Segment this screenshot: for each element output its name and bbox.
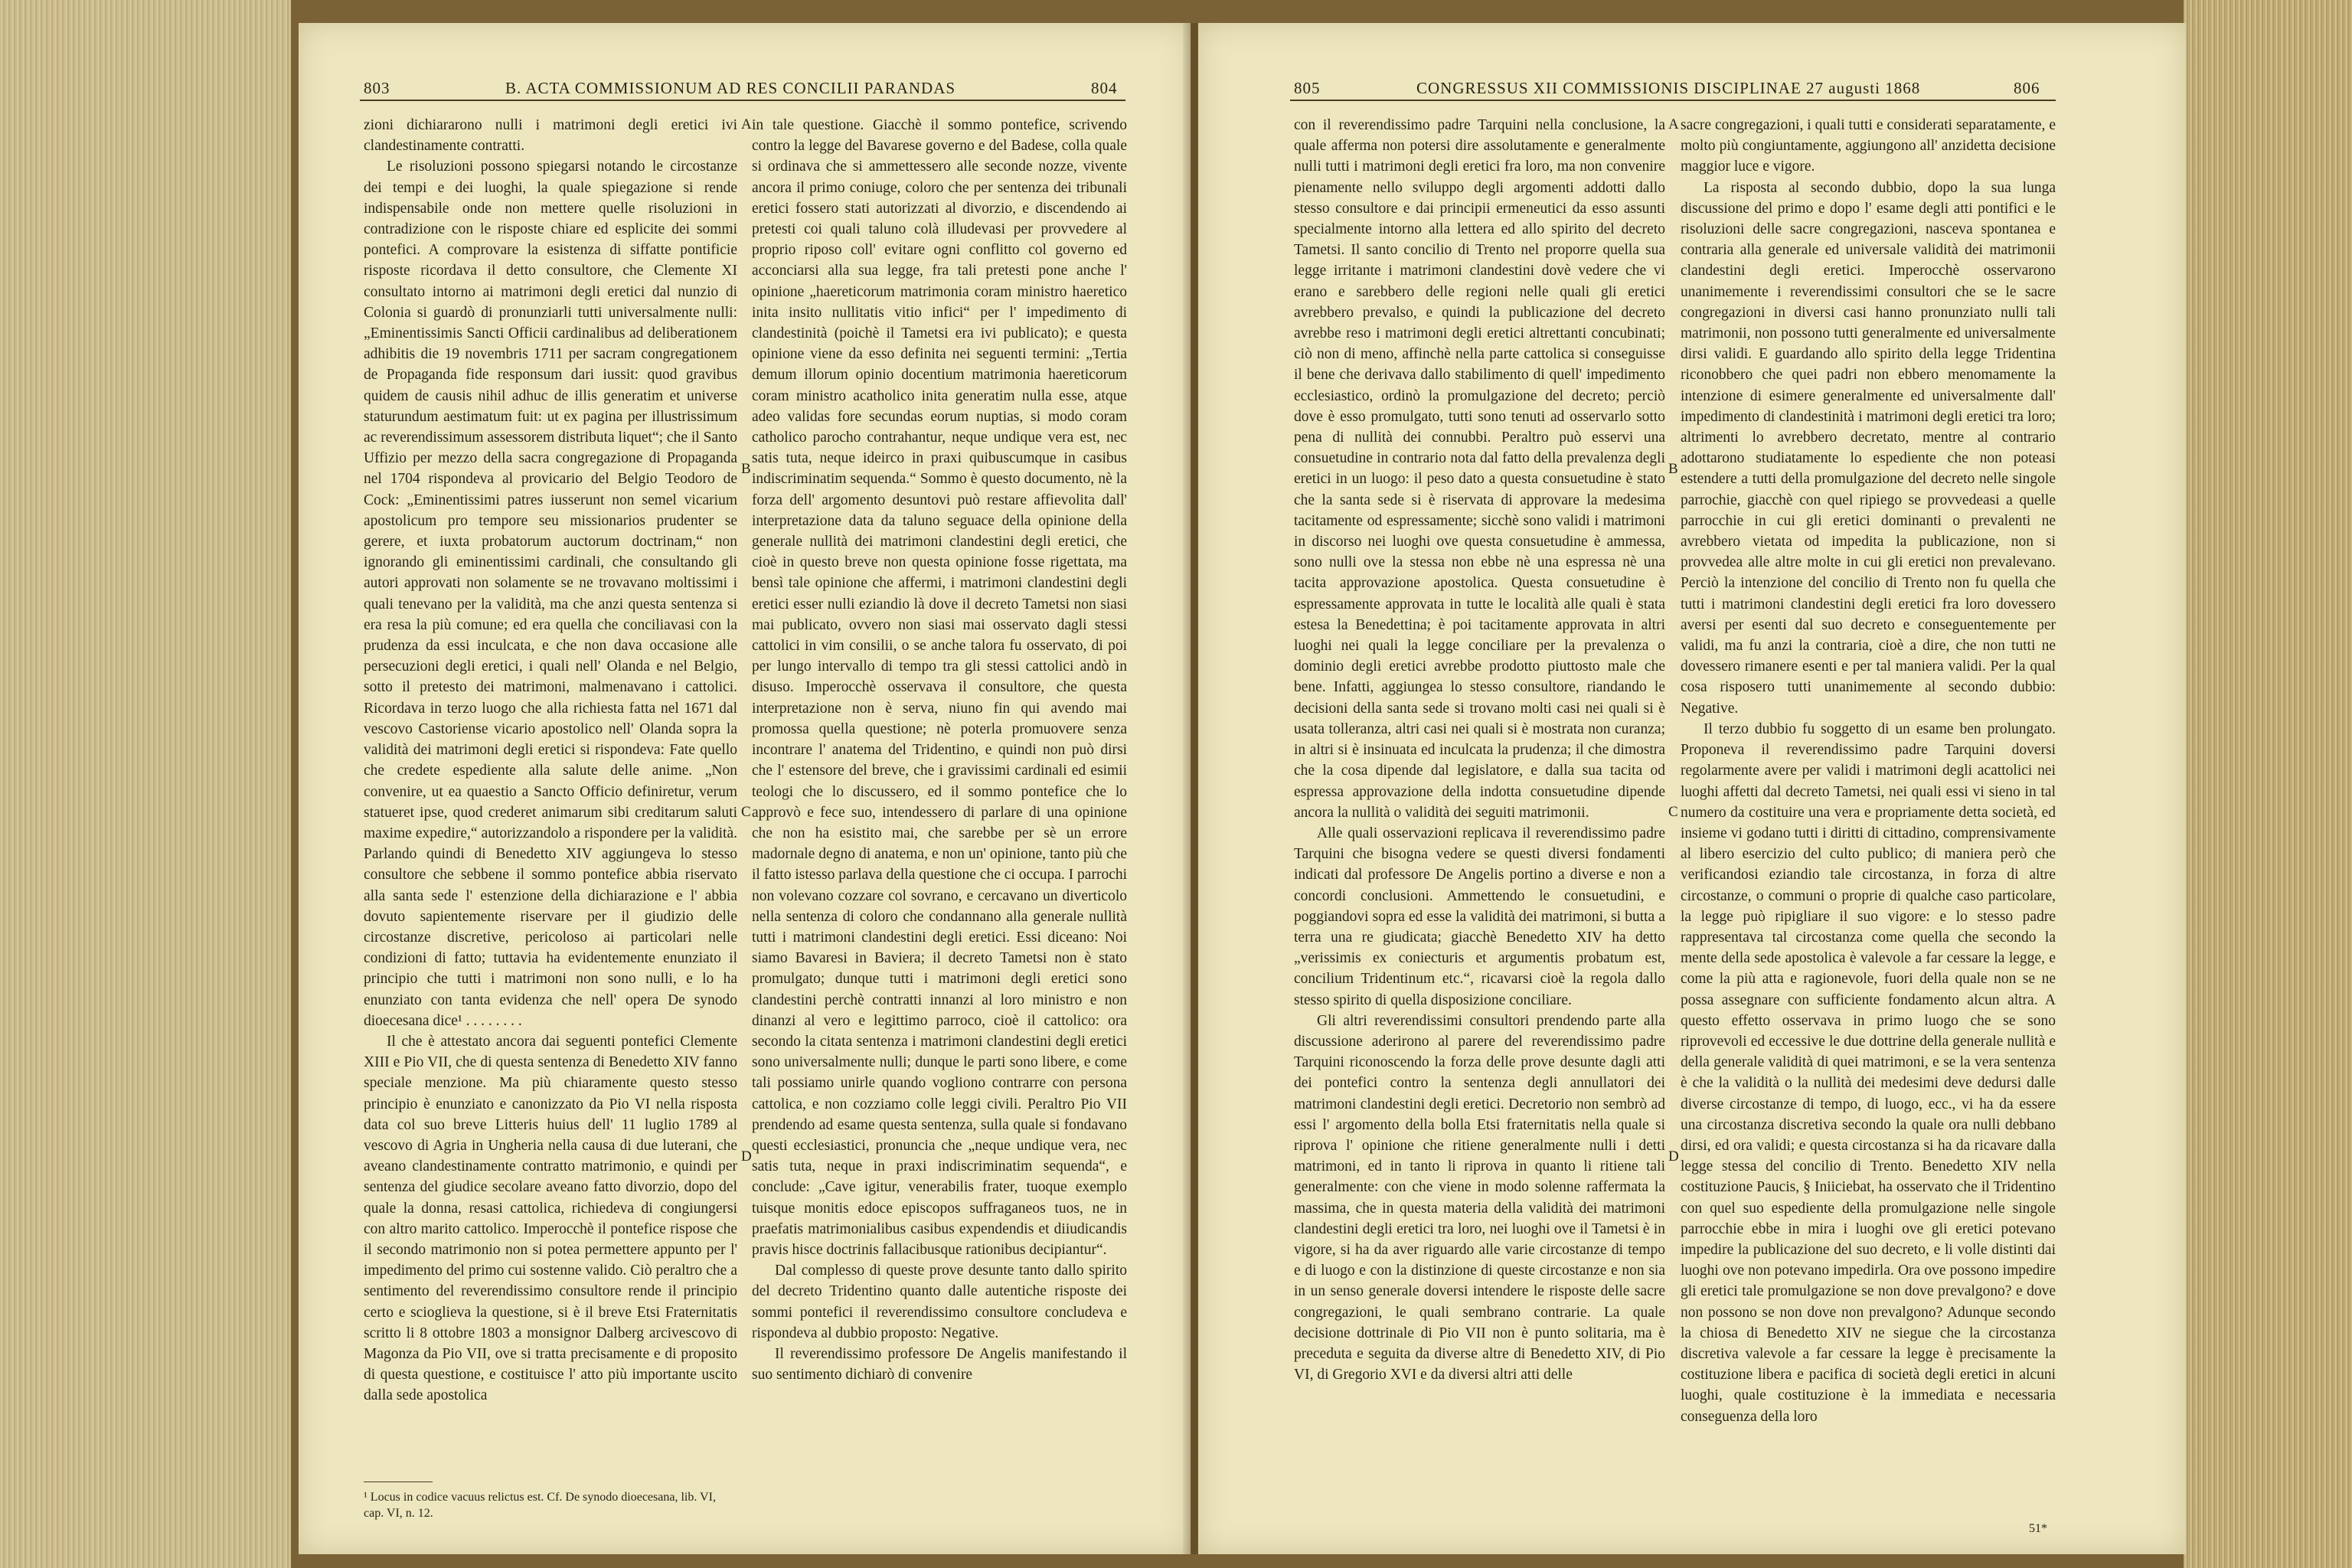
page-number: 805 bbox=[1294, 79, 1321, 97]
page-number: 804 bbox=[1091, 79, 1118, 97]
paragraph: con il reverendissimo padre Tarquini nella conclusione, la quale afferma non potersi dire assolutamente e generalmente nulli tutti i matrimoni degli eretici fra loro, ma non convenire pienamente nello sviluppo degli argomenti addotti dallo stesso consultore e dai principii ermeneutici da esso assunti specialmente intorno alla lettera ed allo spirito del decreto Tametsi. Il santo concilio di Trento nel proporre quella sua legge irritante i matrimoni clandestini dovè vedere che vi erano e sarebbero delle regioni nelle quali gli eretici avrebbero prevalso, e quindi la publicazione del decreto avrebbe reso i matrimoni degli eretici altrettanti concubinati; ciò non di meno, affinchè nella parte cattolica si conseguisse il bene che derivava dallo stabilimento di quell' impedimento ecclesiastico, ordinò la promulgazione del decreto; perciò dove è esso promulgato, tutti sono tenuti ad osservarlo sotto pena di nullità dei connubbi. Peraltro può esservi una consuetudine in contrario nota dal fatto della prevalenza degli eretici in un luogo: il peso dato a questa consuetudine è stato che la santa sede si è riservata di approvare la medesima tacitamente od espressamente; sicchè sono validi i matrimoni in discorso nei luoghi ove questa consuetudine è ammessa, sono nulli ove la stessa non ebbe nè una espressa nè una tacita approvazione apostolica. Questa consuetudine è espressamente approvata in tutte le località alle quali è stata estesa la Benedettina; è poi tacitamente approvata in altri luoghi nei quali la legge conciliare per la prevalenza o dominio degli eretici avrebbe prodotto piuttosto male che bene. Infatti, aggiungea lo stesso consultore, riandando le decisioni della santa sede si trovano molti casi nei quali si è usata tolleranza, altri casi nei quali si è mostrata non curanza; in altri si è insinuata ed inculcata la prudenza; il che dimostra che la cosa dipende dal legislatore, e dalla sua tacita od espressa approvazione della indotta consuetudine dipende ancora la nullità o validità dei seguiti matrimonii. bbox=[1294, 117, 1665, 821]
right-page bbox=[1198, 23, 2186, 1554]
footnote: ¹ Locus in codice vacuus relictus est. Cf. De synodo dioecesana, lib. VI, cap. VI, n. 12. bbox=[364, 1491, 716, 1520]
column-2 bbox=[752, 115, 1127, 1385]
margin-letter: C bbox=[741, 804, 751, 820]
margin-letter: D bbox=[741, 1148, 752, 1165]
left-page bbox=[299, 23, 1191, 1554]
running-head: B. ACTA COMMISSIONUM AD RES CONCILII PARANDAS bbox=[505, 79, 956, 97]
paragraph: zioni dichiararono nulli i matrimoni degli eretici ivi clandestinamente contratti. bbox=[364, 117, 737, 155]
running-head: CONGRESSUS XII COMMISSIONIS DISCIPLINAE 27 augusti 1868 bbox=[1416, 79, 1921, 97]
column-1 bbox=[364, 115, 737, 1406]
margin-letter: B bbox=[741, 461, 751, 477]
page-number: 806 bbox=[2014, 79, 2040, 97]
page-edges-right bbox=[2184, 0, 2352, 1568]
paragraph: Le risoluzioni possono spiegarsi notando le circostanze dei tempi e dei luoghi, la quale spiegazione si rende indispensabile onde non mettere quelle risoluzioni in contradizione con le risposte chiare ed esplicite dei sommi pontefici. A comprovare la esistenza di siffatte pontificie risposte ricordava il detto consultore, che Clemente XI consultato intorno ai matrimoni degli eretici dal nunzio di Colonia si guardò di pronunziarli tutti universalmente nulli: „Eminentissimis Sancti Officii cardinalibus ad deliberationem adhibitis die 19 novembris 1711 per sacram congregationem de Propaganda fide responsum dari iussit: quod gravibus quidem de causis nihil adhuc de illis generatim et universe staturundum aestimatum fuit: ut ex pagina per illustrissimum ac reverendissimum assessorem distributa liquet“; che il Santo Uffizio per mezzo della sacra congregazione di Propaganda nel 1704 rispondeva al provicario del Belgio Teodoro de Cock: „Eminentissimi patres iusserunt non semel vicarium apostolicum pro tempore seu missionarios prudenter se gerere, et iuxta probatorum auctorum doctrinam,“ non ignorando gli eminentissimi cardinali, che consultando gli autori approvati non solamente se ne trovavano moltissimi i quali tenevano per la validità, ma che anzi questa sentenza si era resa la più comune; ed era quella che conciliavasi con la prudenza da essi inculcata, e che non dava occasione alle persecuzioni degli eretici, i quali nell' Olanda e nel Belgio, sotto il pretesto dei matrimoni, malmenavano i cattolici. Ricordava in terzo luogo che alla richiesta fatta nel 1671 dal vescovo Castoriense vicario apostolico nell' Olanda sopra la validità dei matrimoni degli eretici si rispondeva: Fate quello che credete espediente alla salute delle anime. „Non convenire, ut ea quaestio a Sancto Officio definiretur, verum statueret ipse, quod crederet animarum sibi creditarum saluti maxime expedire,“ autorizzandolo a rispondere per la validità. Parlando quindi di Benedetto XIV aggiungeva lo stesso consultore che sebbene il sommo pontefice abbia riservato alla santa sede l' estenzione della dichiarazione e l' abbia dovuto sapientemente riservare per il giudizio delle circostanze discretive, pericoloso ai particolari nelle condizioni di fatto; tuttavia ha evidentemente enunziato il principio che tutti i matrimoni non sono nulli, e lo ha enunziato con tanta evidenza che nell' opera De synodo dioecesana dice¹ . . . . . . . . bbox=[364, 158, 737, 1029]
paragraph: Gli altri reverendissimi consultori prendendo parte alla discussione aderirono al parere del reverendissimo padre Tarquini riconoscendo la forza delle prove desunte dagli atti dei pontefici contro la sentenza degli annullatori dei matrimoni clandestini degli eretici. Decretorio non sembrò ad essi l' argomento della bolla Etsi fraternitatis nella quale si riprova l' opinione che ritiene generalmente nulli i detti matrimoni, ed in tanto li riprova in quanto li ritiene tali generalmente: con che viene in modo solenne raffermata la massima, che in questa materia della validità dei matrimoni clandestini degli eretici tra loro, nei luoghi ove il Tametsi è in vigore, si ha da aver riguardo alle varie circostanze di tempo e di luogo e con la distinzione di queste circostanze e non sia in un senso generale doversi intendere le risposte delle sacre congregazioni, le quali sembrano contrarie. La quale decisione dottrinale di Pio VII non è punto solitaria, ma è preceduta e seguita da diverse altre di Benedetto XIV, di Pio VI, di Gregorio XVI e da diversi altri atti delle bbox=[1294, 1012, 1665, 1383]
paragraph: Dal complesso di queste prove desunte tanto dallo spirito del decreto Tridentino quanto dalle autentiche risposte dei sommi pontefici il reverendissimo consultore concludeva e rispondeva al dubbio proposto: Negative. bbox=[752, 1263, 1127, 1341]
margin-letter: A bbox=[741, 116, 752, 132]
margin-letter: D bbox=[1668, 1148, 1679, 1165]
page-edges-left bbox=[0, 0, 291, 1568]
signature-mark: 51* bbox=[2029, 1522, 2047, 1535]
paragraph: Il che è attestato ancora dai seguenti pontefici Clemente XIII e Pio VII, che di questa sentenza di Benedetto XIV fanno speciale menzione. Ma più chiaramente questo stesso principio è enunziato e canonizzato da Pio VI nella risposta data col suo breve Litteris huius dell' 11 luglio 1789 al vescovo di Agria in Ungheria nella causa di due luterani, che aveano clandestinamente contratto matrimonio, e quindi per sentenza del giudice secolare aveano fatto divorzio, dopo del quale la donna, resasi cattolica, richiedeva di congiungersi con altro marito cattolico. Imperocchè il pontefice rispose che il secondo matrimonio non si potea permettere appunto per l' impedimento del primo cui sostenne valido. Ciò peraltro che a sentimento del reverendissimo consultore rende il principio certo e scioglieva la questione, si è il breve Etsi Fraternitatis scritto li 8 ottobre 1803 a monsignor Dalberg arcivescovo di Magonza da Pio VII, ove si tratta precisamente e di proposito di questa questione, e costituisce l' atto più importante uscito dalla sede apostolica bbox=[364, 1033, 737, 1404]
page-number: 803 bbox=[364, 79, 390, 97]
footnote-rule bbox=[364, 1481, 433, 1482]
paragraph: sacre congregazioni, i quali tutti e considerati separatamente, e molto più congiuntamente, aggiungono all' anzidetta decisione maggior luce e vigore. bbox=[1681, 117, 2056, 175]
column-2 bbox=[1681, 115, 2056, 1427]
left-running-header bbox=[299, 57, 1191, 97]
margin-letter: A bbox=[1668, 116, 1679, 132]
column-1 bbox=[1294, 115, 1665, 1385]
margin-letter: B bbox=[1668, 461, 1678, 477]
margin-letter: C bbox=[1668, 804, 1678, 820]
paragraph: in tale questione. Giacchè il sommo pontefice, scrivendo contro la legge del Bavarese governo e del Badese, colla quale si ordinava che si ammettessero alle seconde nozze, vivente ancora il primo coniuge, coloro che per sentenza dei tribunali eretici fossero stati autorizzati al divorzio, e discendendo ai pretesti coi quali taluno colà illudevasi per provvedere al proprio riposo coll' evitare ogni conflitto col governo ed acconciarsi alla sua legge, fra tali pretesti pone anche l' opinione „haereticorum matrimonia coram ministro haeretico inita insito nullitatis vitio infici“ per l' impedimento di clandestinità (poichè il Tametsi era ivi publicato); e questa opinione viene da esso definita nei seguenti termini: „Tertia demum illorum opinio docentium matrimonia haereticorum coram ministro acatholico inita generatim nulla esse, atque adeo validas fore secundas eorum nuptias, si modo coram catholico parocho contrahantur, neque undique vera est, nec satis tuta, neque ideirco in praxi quibuscumque in casibus indiscriminatim sequenda.“ Sommo è questo documento, nè la forza dell' argomento desuntovi può restare affievolita dall' interpretazione data da taluno seguace della opinione della generale nullità dei matrimoni clandestini degli eretici, che cioè in questo breve non questa opinione fosse rigettata, ma bensì tale opinione che affermi, i matrimoni clandestini degli eretici esser nulli eziandio là dove il decreto Tametsi non siasi mai publicato, ovvero non siasi mai osservato dagli stessi cattolici in vim consilii, o se anche talora fu osservato, di poi per lungo intervallo di tempo tra gli stessi cattolici andò in disuso. Imperocchè osservava il consultore, che questa interpretazione non è serva, niuno fin qui avendo mai promossa quella questione; nè poterla promuovere senza incontrare l' anatema del Tridentino, e quindi non può dirsi che l' estensore del breve, che i gravissimi cardinali ed esimii teologi che lo discussero, ed il sommo pontefice che lo approvò e fece suo, intendessero di parlare di una opinione che non ha esistito mai, che sarebbe per sè un errore madornale degno di anatema, e non un' opinione, tanto più che il fatto istesso parlava della questione che ci occupa. I parrochi non volevano cozzare col sovrano, e cercavano un diverticolo nella sentenza di coloro che condannano alla generale nullità tutti i matrimoni clandestini degli eretici. Essi diceano: Noi siamo Bavaresi in Baviera; il decreto Tametsi non è stato promulgato; dunque tutti i matrimoni degli eretici sono clandestini perchè contratti innanzi al loro ministro e non dinanzi al vero e legittimo parroco, cioè il cattolico: ora secondo la citata sentenza i matrimoni clandestini degli eretici sono universalmente nulli; dunque le parti sono libere, e come tali possiamo unirle quando vogliono contrarre con persona cattolica, e non cozziamo colle leggi civili. Peraltro Pio VII prendendo ad esame questa sentenza, sulla quale si fondavano questi ecclesiastici, pronuncia che „neque undique vera, nec satis tuta, neque in praxi indiscriminatim sequenda“, e conclude: „Cave igitur, venerabilis frater, tuoque exemplo tuisque monitis edoce episcopos suffraganeos tuos, ne in praefatis matrimonialibus casibus expendendis et diiudicandis pravis hisce doctrinis fallacibusque rationibus decipiantur“. bbox=[752, 117, 1128, 1258]
paragraph: Il terzo dubbio fu soggetto di un esame ben prolungato. Proponeva il reverendissimo padre Tarquini doversi regolarmente avere per validi i matrimoni degli acattolici nei luoghi affetti dal decreto Tametsi, nei quali essi vi sieno in tal numero da costituire una vera e propriamente detta società, ed insieme vi godano tutti i diritti di cittadino, comprensivamente al libero esercizio del culto publico; di maniera però che verificandosi eziandio tale circostanza, in forza di altre circostanze, o communi o proprie di qualche caso particolare, la legge può ripigliare il suo vigore: e lo stesso padre rappresentava tal circostanza come quella che secondo la mente della sede apostolica è valevole a far cessare la legge, e come la più atta e ragionevole, fuori della quale non se ne possa assegnare con sufficiente fondamento alcun altra. A questo effetto osservava in primo luogo che se sono riprovevoli ed eccessive le due dottrine della generale nullità e della generale validità di quei matrimoni, e se la vera sentenza è che la validità o la nullità dei medesimi deve dedursi dalle diverse circostanze di tempo, di luogo, ecc., vi ha da essere una circostanza discretiva secondo la quale ora nulli debbano dirsi, ed ora validi; e questa circostanza si ha da ricavare dalla legge stessa del concilio di Trento. Benedetto XIV nella costituzione Paucis, § Iniiciebat, ha osservato che il Tridentino con quel suo espediente della promulgazione nelle singole parrocchie ebbe in mira i luoghi ove gli eretici potevano impedire la publicazione del suo decreto, e li volle distinti dai luoghi ove non potevano impedirla. Ora ove possono impedire gli eretici tale promulgazione se non dove prevalgono? e dove non possono se non dove non prevalgono? Adunque secondo la chiosa di Benedetto XIV ne siegue che la circostanza discretiva valevole a far cessare la legge è precisamente la costituzione libera e pacifica di società degli eretici in alcuni luoghi, quale costituzione è la immediata e necessaria conseguenza della loro bbox=[1681, 720, 2056, 1425]
header-rule bbox=[360, 100, 1125, 101]
paragraph: Alle quali osservazioni replicava il reverendissimo padre Tarquini che bisogna vedere se questi diversi fondamenti indicati dal professore De Angelis portino a diverse e non a concordi conclusioni. Ammettendo le consuetudini, e poggiandovi sopra ed esse la validità dei matrimoni, si butta a terra una re giudicata; giacchè Benedetto XIV ha detto „verissimis ex coniecturis et argumentis probatum est, concilium Tridentinum etc.“, ricavarsi cioè la regola dallo stesso spirito di quella disposizione conciliare. bbox=[1294, 825, 1665, 1008]
right-running-header bbox=[1198, 57, 2186, 97]
paragraph: La risposta al secondo dubbio, dopo la sua lunga discussione del primo e dopo l' esame degli atti pontifici e le risoluzioni delle sacre congregazioni, nasceva spontanea e contraria alla generale ed universale validità dei matrimonii clandestini degli eretici. Imperocchè osservarono unanimemente i reverendissimi consultori che se le sacre congregazioni in diversi casi hanno pronunziato nulli tali matrimonii, non possono tutti generalmente ed universalmente dirsi validi. E guardando allo spirito della legge Tridentina riconobbero che quei padri non ebbero menomamente la intenzione di esimere generalmente ed universalmente dall' impedimento di clandestinità i matrimoni degli eretici tra loro; altrimenti lo avrebbero decretato, mentre al contrario adottarono studiatamente lo espediente che non poteasi estendere a tutti della promulgazione del decreto nelle singole parrochie, giacchè con quel ripiego se provvedeasi a quelle parrocchie in cui gli eretici dominanti o prevalenti ne avrebbero vietata od impedita la publicazione, non si provvedea alle altre molte in cui gli eretici non prevalevano. Perciò la intenzione del concilio di Trento non fu quella che tutti i matrimoni clandestini degli eretici fra loro dovessero aversi per esenti dal suo decreto e conseguentemente per validi, ma fu anzi la contraria, cioè a dire, che non tutti ne dovessero rimanere esenti e per tal maniera validi. Per la qual cosa risposero tutti unanimemente al secondo dubbio: Negative. bbox=[1681, 179, 2056, 717]
paragraph: Il reverendissimo professore De Angelis manifestando il suo sentimento dichiarò di convenire bbox=[752, 1345, 1127, 1383]
header-rule bbox=[1290, 100, 2056, 101]
